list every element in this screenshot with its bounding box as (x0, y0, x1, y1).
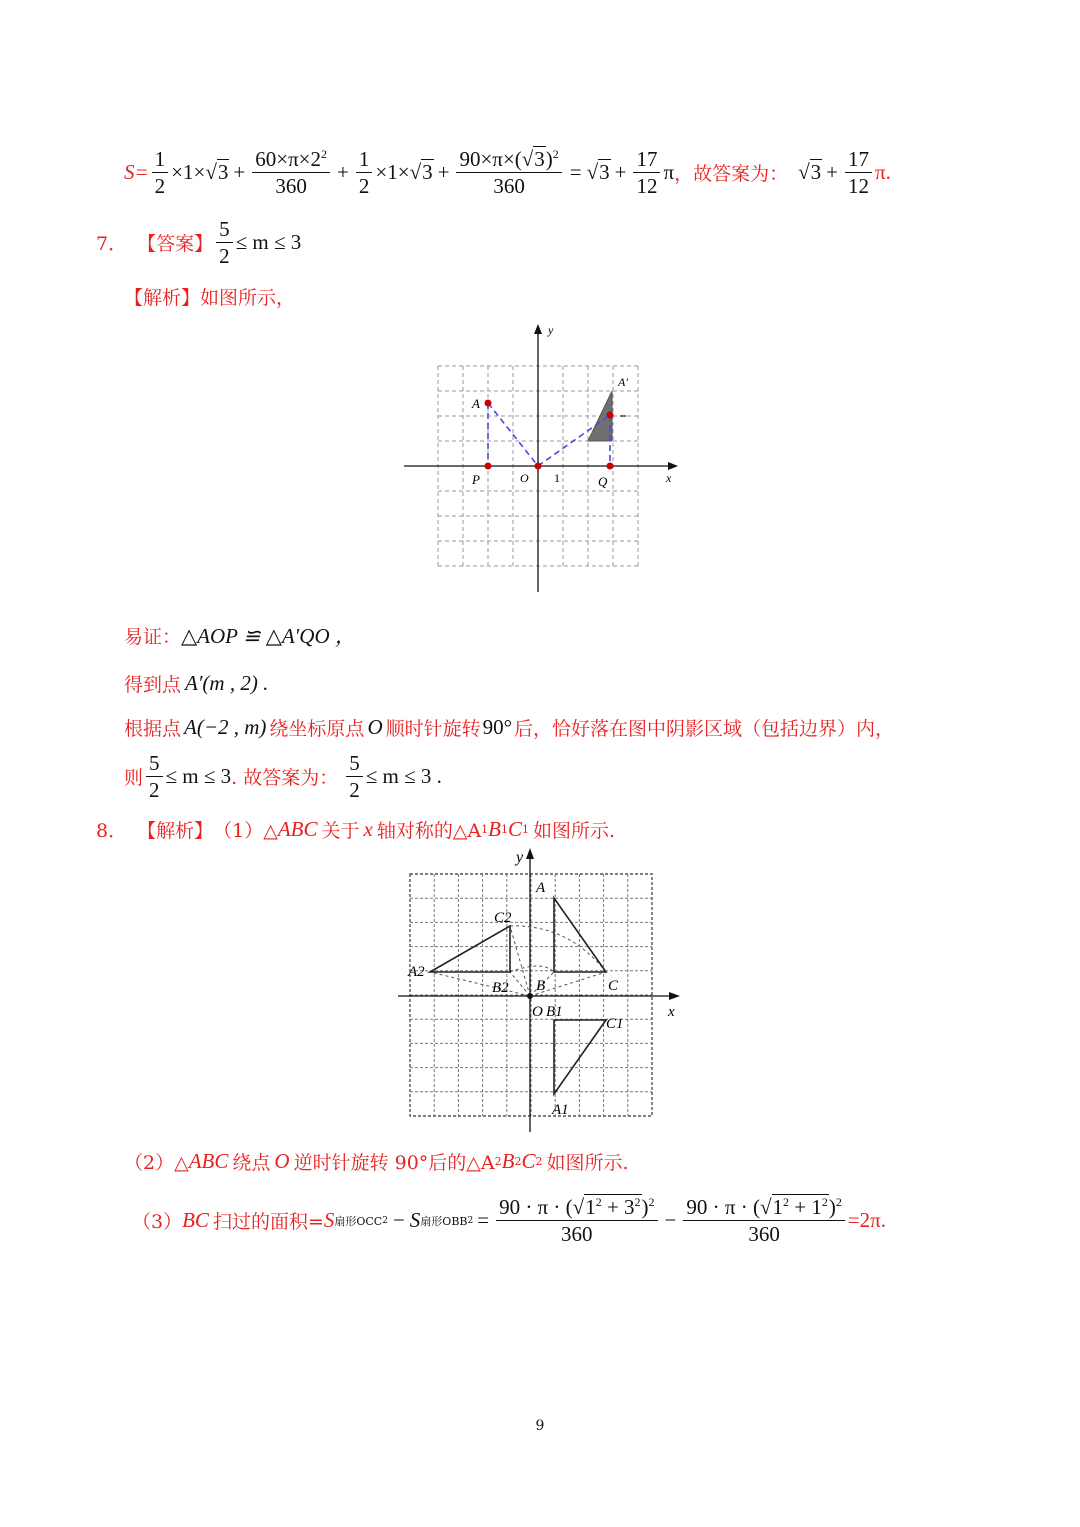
fig1-label-a: A (472, 396, 480, 411)
s-label: S= (124, 160, 149, 185)
q8-part3-line: （3） BC 扫过的面积= S 扇形OCC 2 − S 扇形OBB 2 = $\frac{90 \cdot \pi \cdot (√1^2 + 3^2)^2}{360}$ − $\frac{90 \cdot \pi \cdot (√1^2 + 1^2)^2}{360}$ =2π. (132, 1195, 887, 1247)
fig2-label-b1: B1 (546, 1004, 563, 1020)
fraction-sector-90: $\frac{90\times\pi\times(√3)^2}{360}$ (456, 148, 561, 197)
q8-part2-line: （2）△ ABC 绕点 O 逆时针旋转 90°后的△A 2 B 2 C 2 如图所示. (124, 1149, 629, 1174)
q7-analysis-intro: 如图所示， (200, 287, 296, 309)
fig2-x-arrow (669, 992, 680, 1000)
fig2-label-b2: B2 (492, 980, 509, 996)
fig1-point-a (485, 400, 492, 407)
fig2-label-o: O (532, 1004, 543, 1020)
fig2-y-arrow (526, 848, 534, 859)
q7-answer-ineq: ≤ m ≤ 3 (235, 230, 302, 255)
fig2-triangle-a2b2c2 (430, 926, 510, 972)
fig1-point-o (535, 463, 542, 470)
fig1-label-p: P (472, 472, 480, 487)
q8-fraction-2: $\frac{90 \cdot \pi \cdot (√1^2 + 1^2)^2}{360}$ (683, 1196, 844, 1245)
q8-fraction-1: $\frac{90 \cdot \pi \cdot (√1^2 + 3^2)^2}{360}$ (496, 1196, 657, 1245)
fig2-label-a2: A2 (408, 964, 425, 980)
fig1-label-q: Q (598, 474, 608, 489)
page-number: 9 (535, 1418, 545, 1434)
fig1-point-a-prime (607, 412, 614, 419)
q7-number: 7． (96, 233, 128, 256)
q7-get-line: 得到点 A′(m , 2) . (124, 671, 269, 696)
fig2-label-c1: C1 (606, 1016, 624, 1032)
figure-8-coordinate-plane (392, 842, 692, 1140)
sqrt-3d: √3 (798, 160, 822, 185)
fig1-x-arrow (668, 462, 678, 470)
fig2-label-a1: A1 (552, 1102, 569, 1118)
q7-answer-line (96, 218, 301, 267)
fig1-label-o: O (520, 471, 529, 485)
fig1-point-p (485, 463, 492, 470)
q8-part1-line: 8． 【解析】 （1）△ ABC 关于 x 轴对称的△A 1 B 1 C 1 如图所示. (96, 817, 616, 842)
fig1-y-arrow (534, 324, 542, 334)
q7-analysis-tag: 【解析】 (124, 287, 201, 309)
sqrt-3: √3 (205, 160, 229, 185)
sqrt-3b: √3 (409, 160, 433, 185)
q7-analysis-line (124, 283, 295, 310)
fig2-label-a: A (536, 880, 546, 896)
q7-rotation-line: 根据点 A(−2 , m) 绕坐标原点 O 顺时针旋转 90° 后，恰好落在图中阴影区域（包括边界）内， (124, 715, 895, 740)
q7-proof-math: △AOP ≌ △A′QO ， (181, 624, 356, 648)
q7-get-math: A′(m , 2) . (185, 671, 269, 695)
fig2-origin (527, 993, 533, 999)
q7-answer-fraction: $\frac{5}{2}$ (216, 218, 233, 267)
fig1-line-ao (488, 403, 538, 466)
answer-text: ，故答案为： (674, 164, 789, 186)
fig2-label-b: B (536, 978, 546, 994)
fig1-label-a-prime: A′ (618, 375, 628, 389)
fig1-point-q (607, 463, 614, 470)
fraction-17-12: $\frac{17}{12}$ (633, 148, 660, 197)
fraction-half-2: $\frac{1}{2}$ (356, 148, 373, 197)
q8-number: 8． (96, 820, 128, 842)
sqrt-3c: √3 (586, 160, 610, 185)
q7-proof-line: 易证： △AOP ≌ △A′QO ， (124, 620, 356, 650)
figure-7-coordinate-plane (390, 320, 690, 600)
fig2-y-label: y (516, 849, 524, 866)
fraction-17-12-b: $\frac{17}{12}$ (845, 148, 872, 197)
q8-analysis-tag: 【解析】 (137, 820, 214, 842)
fig2-x-label: x (668, 1004, 675, 1020)
q7-conclusion-line: 则 $\frac{5}{2}$ ≤ m ≤ 3 . 故答案为： $\frac{5}{2}$ ≤ m ≤ 3 . (124, 751, 442, 803)
fig2-triangle-abc (554, 898, 606, 972)
fraction-sector-60: $\frac{60\times\pi\times 2^2}{360}$ (252, 148, 330, 197)
fig1-label-one: 1 (554, 471, 560, 485)
fig2-label-c2: C2 (494, 910, 512, 926)
fig2-label-c: C (608, 978, 619, 994)
fraction-half: $\frac{1}{2}$ (152, 148, 169, 197)
fig1-y-label: y (548, 323, 554, 337)
fig1-x-label: x (666, 471, 672, 485)
q7-answer-tag: 【答案】 (137, 233, 214, 256)
area-formula-line: S= $\frac{1}{2}$ ×1× √3 + $\frac{60\times\pi\times 2^2}{360}$ + $\frac{1}{2}$ ×1× √3 + $\frac{90\times\pi\times(√3)^2}{360}$ = √3 + $\frac{17}{12}$ π ，故答案为： √3 + $\frac{17}{12}$ π. (124, 147, 891, 199)
fig2-triangle-a1b1c1 (554, 1020, 606, 1094)
